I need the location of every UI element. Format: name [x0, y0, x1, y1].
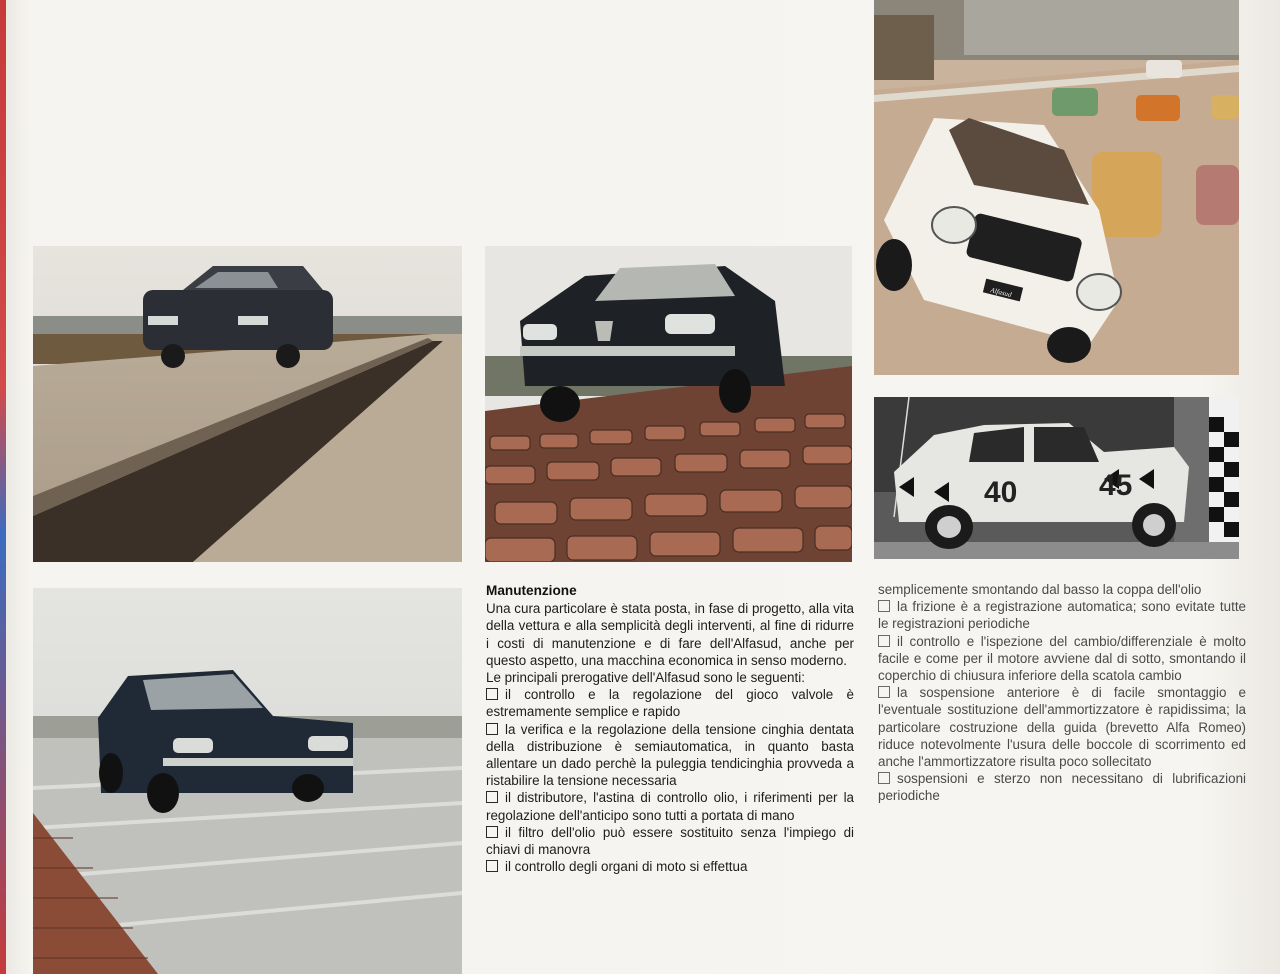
text-column-1: [486, 582, 854, 875]
section-heading: Manutenzione: [486, 583, 577, 598]
photo-car-test-track: [33, 588, 462, 974]
text-column-2: [878, 581, 1246, 805]
checkbox-icon: [486, 860, 498, 872]
photo-crash-test: [874, 397, 1239, 559]
checkbox-icon: [878, 635, 890, 647]
list-item: il controllo e l'ispezione del cambio/differenziale è molto facile e come per il motore avviene dal di sotto, smontando il coperchio di chiusura inferiore della scatola cambio: [878, 633, 1246, 684]
photo-white-car-track: [874, 0, 1239, 375]
badge-text: Alfasud: [989, 286, 1013, 300]
continuation-paragraph: semplicemente smontando dal basso la coppa dell'olio: [878, 582, 1202, 597]
list-item: la verifica e la regolazione della tensione cinghia dentata della distribuzione è semiautomatica, in quanto basta allentare un dado perchè la puleggia tendicinghia provveda a ristabilire la tensione necessaria: [486, 721, 854, 789]
list-item: la sospensione anteriore è di facile smontaggio e l'eventuale sostituzione dell'ammortizzatore è rapidissima; la particolare costruzione della guida (brevetto Alfa Romeo) riduce notevolmente l'usura delle boccole di scorrimento ed anche l'ammortizzatore risulta poco sollecitato: [878, 685, 1246, 770]
binding-edge: [0, 0, 6, 974]
crash-number-2: 45: [1099, 469, 1133, 502]
checkbox-icon: [486, 723, 498, 735]
intro-paragraph: Una cura particolare è stata posta, in fase di progetto, alla vita della vettura e alla semplicità degli interventi, al fine di ridurre i costi di manutenzione e di fare dell'Alfasud, anche per questo aspetto, una macchina economica in senso moderno.: [486, 601, 854, 668]
list-item: la frizione è a registrazione automatica; sono evitate tutte le registrazioni periodiche: [878, 599, 1246, 632]
list-item: il distributore, l'astina di controllo olio, i riferimenti per la regolazione dell'anticipo sono tutti a portata di mano: [486, 790, 854, 823]
list-item: sospensioni e sterzo non necessitano di lubrificazioni periodiche: [878, 771, 1246, 804]
checkbox-icon: [878, 600, 890, 612]
crash-number-1: 40: [984, 476, 1018, 509]
list-item: il controllo e la regolazione del gioco valvole è estremamente semplice e rapido: [486, 687, 854, 720]
list-item: il filtro dell'olio può essere sostituito senza l'impiego di chiavi di manovra: [486, 824, 854, 858]
checkbox-icon: [486, 791, 498, 803]
photo-car-road-joint: [33, 246, 462, 562]
checkbox-icon: [486, 826, 498, 838]
checkbox-icon: [486, 688, 498, 700]
list-item: il controllo degli organi di moto si effettua: [486, 858, 854, 875]
lead-paragraph: Le principali prerogative dell'Alfasud sono le seguenti:: [486, 670, 805, 686]
photo-car-cobblestones: [485, 246, 852, 562]
checkbox-icon: [878, 772, 890, 784]
checkbox-icon: [878, 686, 890, 698]
